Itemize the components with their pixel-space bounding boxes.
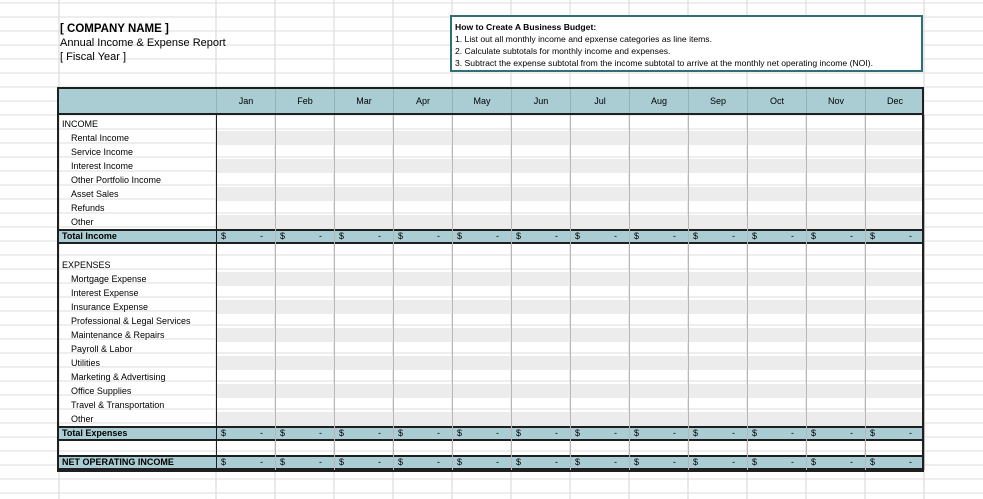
income-row[interactable] bbox=[59, 187, 922, 201]
total-value: - bbox=[614, 428, 617, 438]
expense-row-label: Mortgage Expense bbox=[71, 274, 147, 284]
income-section-header[interactable] bbox=[59, 117, 922, 131]
currency-symbol: $ bbox=[398, 231, 404, 241]
instructions-box[interactable] bbox=[450, 15, 923, 72]
currency-symbol: $ bbox=[634, 457, 640, 467]
total-value: - bbox=[378, 457, 381, 467]
total-expenses-row-cell-feb[interactable] bbox=[275, 428, 334, 439]
net-operating-income-row-cell-apr[interactable] bbox=[393, 457, 452, 468]
column-divider bbox=[806, 115, 807, 470]
total-income-row-cell-jul[interactable] bbox=[570, 231, 629, 242]
income-row-label: Other Portfolio Income bbox=[71, 175, 162, 185]
currency-symbol: $ bbox=[752, 231, 758, 241]
total-value: - bbox=[319, 231, 322, 241]
currency-symbol: $ bbox=[516, 428, 522, 438]
currency-symbol: $ bbox=[457, 457, 463, 467]
total-income-row-label: Total Income bbox=[62, 231, 117, 241]
total-value: - bbox=[260, 231, 263, 241]
expense-row-label: Interest Expense bbox=[71, 288, 139, 298]
income-row-label: Rental Income bbox=[71, 133, 130, 143]
total-value: - bbox=[319, 457, 322, 467]
month-header-dec[interactable]: Dec bbox=[865, 89, 924, 113]
total-value: - bbox=[437, 231, 440, 241]
total-value: - bbox=[378, 231, 381, 241]
total-value: - bbox=[260, 457, 263, 467]
month-header-apr[interactable]: Apr bbox=[393, 89, 452, 113]
column-divider bbox=[570, 115, 571, 470]
instructions-title: How to Create A Business Budget: bbox=[455, 22, 597, 32]
income-row[interactable] bbox=[59, 145, 922, 159]
total-value: - bbox=[732, 457, 735, 467]
total-expenses-row-cell-oct[interactable] bbox=[747, 428, 806, 439]
expense-row-label: Utilities bbox=[71, 358, 101, 368]
income-row-label: Other bbox=[71, 217, 94, 227]
net-operating-income-row-cell-mar[interactable] bbox=[334, 457, 393, 468]
month-header-row bbox=[59, 89, 922, 115]
month-header-sep[interactable]: Sep bbox=[688, 89, 747, 113]
total-value: - bbox=[437, 457, 440, 467]
net-operating-income-row-cell-jun[interactable] bbox=[511, 457, 570, 468]
total-expenses-row-cell-apr[interactable] bbox=[393, 428, 452, 439]
expenses-section-header-label: EXPENSES bbox=[62, 260, 111, 270]
expense-row[interactable] bbox=[59, 398, 922, 412]
total-expenses-row-cell-sep[interactable] bbox=[688, 428, 747, 439]
currency-symbol: $ bbox=[516, 457, 522, 467]
fiscal-year[interactable]: [ Fiscal Year ] bbox=[60, 51, 127, 63]
income-row-label: Service Income bbox=[71, 147, 134, 157]
currency-symbol: $ bbox=[575, 428, 581, 438]
column-divider bbox=[452, 115, 453, 470]
total-value: - bbox=[496, 428, 499, 438]
total-income-row-cell-oct[interactable] bbox=[747, 231, 806, 242]
total-value: - bbox=[673, 231, 676, 241]
instructions-step-3: 3. Subtract the expense subtotal from the income subtotal to arrive at the monthly net operating income (NOI). bbox=[455, 58, 873, 68]
expense-row[interactable] bbox=[59, 286, 922, 300]
total-income-row[interactable] bbox=[59, 229, 922, 244]
total-expenses-row-cell-dec[interactable] bbox=[865, 428, 924, 439]
total-value: - bbox=[850, 457, 853, 467]
company-name[interactable]: [ COMPANY NAME ] bbox=[60, 23, 169, 35]
column-divider bbox=[393, 115, 394, 470]
expense-row[interactable] bbox=[59, 370, 922, 384]
expense-row[interactable] bbox=[59, 356, 922, 370]
column-divider bbox=[747, 115, 748, 470]
currency-symbol: $ bbox=[339, 457, 345, 467]
total-value: - bbox=[555, 231, 558, 241]
total-value: - bbox=[909, 428, 912, 438]
expense-row[interactable] bbox=[59, 384, 922, 398]
total-expenses-row-cell-jan[interactable] bbox=[216, 428, 275, 439]
net-operating-income-row-cell-aug[interactable] bbox=[629, 457, 688, 468]
expense-row-label: Other bbox=[71, 414, 94, 424]
income-row[interactable] bbox=[59, 215, 922, 229]
total-value: - bbox=[732, 428, 735, 438]
net-operating-income-row-cell-feb[interactable] bbox=[275, 457, 334, 468]
income-section-header-label: INCOME bbox=[62, 119, 98, 129]
expense-row[interactable] bbox=[59, 412, 922, 426]
total-value: - bbox=[909, 457, 912, 467]
net-operating-income-row-cell-may[interactable] bbox=[452, 457, 511, 468]
total-income-row-cell-feb[interactable] bbox=[275, 231, 334, 242]
income-row-label: Interest Income bbox=[71, 161, 134, 171]
currency-symbol: $ bbox=[811, 231, 817, 241]
total-income-row-cell-jan[interactable] bbox=[216, 231, 275, 242]
income-row[interactable] bbox=[59, 131, 922, 145]
total-value: - bbox=[850, 428, 853, 438]
expense-row-label: Travel & Transportation bbox=[71, 400, 165, 410]
expense-row-label: Office Supplies bbox=[71, 386, 132, 396]
currency-symbol: $ bbox=[575, 457, 581, 467]
total-value: - bbox=[909, 231, 912, 241]
total-income-row-cell-sep[interactable] bbox=[688, 231, 747, 242]
total-value: - bbox=[496, 231, 499, 241]
total-value: - bbox=[850, 231, 853, 241]
currency-symbol: $ bbox=[752, 457, 758, 467]
currency-symbol: $ bbox=[221, 457, 227, 467]
month-header-jul[interactable]: Jul bbox=[570, 89, 629, 113]
column-divider bbox=[511, 115, 512, 470]
total-expenses-row[interactable] bbox=[59, 426, 922, 441]
currency-symbol: $ bbox=[693, 231, 699, 241]
currency-symbol: $ bbox=[870, 457, 876, 467]
currency-symbol: $ bbox=[280, 231, 286, 241]
column-divider bbox=[865, 115, 866, 470]
net-operating-income-row-cell-sep[interactable] bbox=[688, 457, 747, 468]
currency-symbol: $ bbox=[693, 428, 699, 438]
total-value: - bbox=[496, 457, 499, 467]
column-divider bbox=[216, 115, 217, 470]
total-value: - bbox=[791, 231, 794, 241]
month-header-mar[interactable]: Mar bbox=[334, 89, 393, 113]
expense-row[interactable] bbox=[59, 314, 922, 328]
income-row[interactable] bbox=[59, 159, 922, 173]
currency-symbol: $ bbox=[457, 428, 463, 438]
currency-symbol: $ bbox=[339, 231, 345, 241]
expense-row-label: Marketing & Advertising bbox=[71, 372, 166, 382]
total-value: - bbox=[673, 428, 676, 438]
currency-symbol: $ bbox=[457, 231, 463, 241]
total-income-row-cell-dec[interactable] bbox=[865, 231, 924, 242]
month-header-may[interactable]: May bbox=[452, 89, 511, 113]
total-income-row-cell-aug[interactable] bbox=[629, 231, 688, 242]
month-header-jun[interactable]: Jun bbox=[511, 89, 570, 113]
expense-row-label: Maintenance & Repairs bbox=[71, 330, 165, 340]
report-title[interactable]: Annual Income & Expense Report bbox=[60, 37, 226, 49]
currency-symbol: $ bbox=[398, 457, 404, 467]
total-expenses-row-cell-nov[interactable] bbox=[806, 428, 865, 439]
net-operating-income-row-cell-jan[interactable] bbox=[216, 457, 275, 468]
column-divider bbox=[275, 115, 276, 470]
currency-symbol: $ bbox=[280, 428, 286, 438]
spacer-row[interactable] bbox=[59, 244, 922, 258]
income-row-label: Asset Sales bbox=[71, 189, 119, 199]
currency-symbol: $ bbox=[339, 428, 345, 438]
expense-row[interactable] bbox=[59, 272, 922, 286]
total-income-row-cell-may[interactable] bbox=[452, 231, 511, 242]
currency-symbol: $ bbox=[280, 457, 286, 467]
month-header-jan[interactable]: Jan bbox=[216, 89, 275, 113]
net-operating-income-row-cell-jul[interactable] bbox=[570, 457, 629, 468]
total-value: - bbox=[791, 457, 794, 467]
expenses-section-header[interactable] bbox=[59, 258, 922, 272]
instructions-step-1: 1. List out all monthly income and epxense categories as line items. bbox=[455, 34, 712, 44]
income-row-label: Refunds bbox=[71, 203, 105, 213]
expense-row-label: Insurance Expense bbox=[71, 302, 149, 312]
month-header-nov[interactable]: Nov bbox=[806, 89, 865, 113]
total-value: - bbox=[378, 428, 381, 438]
column-divider bbox=[924, 115, 925, 470]
expense-row[interactable] bbox=[59, 300, 922, 314]
total-value: - bbox=[614, 231, 617, 241]
month-header-oct[interactable]: Oct bbox=[747, 89, 806, 113]
total-income-row-cell-jun[interactable] bbox=[511, 231, 570, 242]
expense-row-label: Payroll & Labor bbox=[71, 344, 133, 354]
expense-row[interactable] bbox=[59, 328, 922, 342]
total-value: - bbox=[732, 231, 735, 241]
total-income-row-cell-mar[interactable] bbox=[334, 231, 393, 242]
spacer-row[interactable] bbox=[59, 441, 922, 455]
total-income-row-cell-nov[interactable] bbox=[806, 231, 865, 242]
month-header-aug[interactable]: Aug bbox=[629, 89, 688, 113]
total-value: - bbox=[614, 457, 617, 467]
currency-symbol: $ bbox=[516, 231, 522, 241]
total-value: - bbox=[555, 428, 558, 438]
net-operating-income-row-cell-dec[interactable] bbox=[865, 457, 924, 468]
currency-symbol: $ bbox=[575, 231, 581, 241]
currency-symbol: $ bbox=[870, 428, 876, 438]
net-operating-income-row-cell-oct[interactable] bbox=[747, 457, 806, 468]
expense-row[interactable] bbox=[59, 342, 922, 356]
instructions-step-2: 2. Calculate subtotals for monthly income and expenses. bbox=[455, 46, 671, 56]
currency-symbol: $ bbox=[811, 457, 817, 467]
total-value: - bbox=[555, 457, 558, 467]
net-operating-income-row-label: NET OPERATING INCOME bbox=[62, 457, 174, 467]
total-value: - bbox=[260, 428, 263, 438]
currency-symbol: $ bbox=[811, 428, 817, 438]
income-row[interactable] bbox=[59, 173, 922, 187]
budget-table bbox=[57, 87, 924, 472]
total-expenses-row-cell-jun[interactable] bbox=[511, 428, 570, 439]
currency-symbol: $ bbox=[870, 231, 876, 241]
currency-symbol: $ bbox=[634, 428, 640, 438]
total-expenses-row-cell-may[interactable] bbox=[452, 428, 511, 439]
currency-symbol: $ bbox=[221, 231, 227, 241]
column-divider bbox=[629, 115, 630, 470]
currency-symbol: $ bbox=[693, 457, 699, 467]
total-income-row-cell-apr[interactable] bbox=[393, 231, 452, 242]
total-expenses-row-label: Total Expenses bbox=[62, 428, 128, 438]
total-expenses-row-cell-mar[interactable] bbox=[334, 428, 393, 439]
currency-symbol: $ bbox=[398, 428, 404, 438]
total-value: - bbox=[791, 428, 794, 438]
column-divider bbox=[688, 115, 689, 470]
currency-symbol: $ bbox=[634, 231, 640, 241]
expense-row-label: Professional & Legal Services bbox=[71, 316, 191, 326]
currency-symbol: $ bbox=[221, 428, 227, 438]
total-value: - bbox=[319, 428, 322, 438]
currency-symbol: $ bbox=[752, 428, 758, 438]
column-divider bbox=[334, 115, 335, 470]
total-value: - bbox=[673, 457, 676, 467]
income-row[interactable] bbox=[59, 201, 922, 215]
net-operating-income-row[interactable] bbox=[59, 455, 922, 470]
net-operating-income-row-cell-nov[interactable] bbox=[806, 457, 865, 468]
month-header-feb[interactable]: Feb bbox=[275, 89, 334, 113]
total-expenses-row-cell-aug[interactable] bbox=[629, 428, 688, 439]
company-header bbox=[60, 22, 332, 64]
total-expenses-row-cell-jul[interactable] bbox=[570, 428, 629, 439]
total-value: - bbox=[437, 428, 440, 438]
